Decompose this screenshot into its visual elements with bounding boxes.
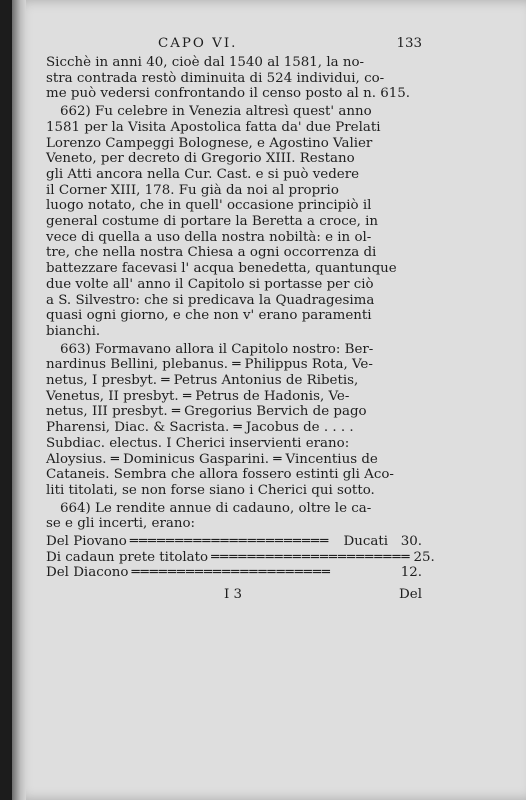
- income-ledger: [46, 534, 435, 581]
- text-line: Lorenzo Campeggi Bolognese, e Agostino Valier: [46, 135, 373, 151]
- text-line: se e gli incerti, erano:: [46, 516, 196, 532]
- page-footer: [46, 587, 422, 605]
- paragraph-663: [46, 342, 422, 499]
- text-line: Veneto, per decreto di Gregorio XIII. Restano: [46, 151, 355, 167]
- ledger-amount: 12.: [400, 565, 422, 581]
- ledger-amount: 30.: [400, 534, 422, 550]
- ledger-amount: 25.: [413, 549, 435, 565]
- text-line: vece di quella a uso della nostra nobiltà: e in ol-: [46, 229, 372, 245]
- text-line: Sicchè in anni 40, cioè dal 1540 al 1581, la no-: [46, 55, 365, 70]
- text-line: Aloysius. ═ Dominicus Gasparini. ═ Vincentius de: [46, 451, 378, 467]
- text-line: 1581 per la Visita Apostolica fatta da' due Prelati: [46, 119, 381, 135]
- text-line: tre, che nella nostra Chiesa a ogni occorrenza di: [46, 245, 377, 261]
- text-line: due volte all' anno il Capitolo si portasse per ciò: [46, 276, 374, 292]
- text-line: liti titolati, se non forse siano i Cherici qui sotto.: [46, 482, 375, 498]
- paragraph-664: [46, 501, 422, 532]
- page-text: [46, 36, 435, 605]
- text-line: luogo notato, che in quell' occasione principiò il: [46, 198, 372, 214]
- paragraph-662: [46, 104, 422, 340]
- text-line: stra contrada restò diminuita di 524 individui, co-: [46, 70, 385, 86]
- page-gutter: [12, 0, 26, 800]
- ledger-leader: ══════════════════════: [131, 565, 331, 581]
- signature-mark: I 3: [224, 587, 243, 603]
- text-line: 664) Le rendite annue di cadauno, oltre le ca-: [60, 500, 372, 516]
- ledger-label: Del Diacono: [46, 565, 129, 581]
- text-line: Cataneis. Sembra che allora fossero estinti gli Aco-: [46, 467, 394, 483]
- page-number: 133: [396, 36, 422, 51]
- text-line: netus, I presbyt. ═ Petrus Antonius de Ribetis,: [46, 373, 359, 389]
- text-line: Pharensi, Diac. & Sacrista. ═ Jacobus de . . . .: [46, 420, 354, 436]
- ledger-label: Del Piovano: [46, 534, 127, 550]
- text-line: a S. Silvestro: che si predicava la Quadragesima: [46, 292, 375, 308]
- text-line: 662) Fu celebre in Venezia altresì quest' anno: [60, 104, 372, 120]
- ledger-leader: ══════════════════════: [211, 549, 411, 565]
- text-line: nardinus Bellini, plebanus. ═ Philippus Rota, Ve-: [46, 357, 373, 373]
- ledger-unit: Ducati: [343, 534, 388, 550]
- book-page: [12, 0, 526, 800]
- text-line: quasi ogni giorno, e che non v' erano paramenti: [46, 308, 372, 324]
- ledger-label: Di cadaun prete titolato: [46, 549, 209, 565]
- catchword: Del: [399, 587, 422, 603]
- paragraph-0: [46, 55, 422, 102]
- text-line: general costume di portare la Beretta a croce, in: [46, 214, 379, 230]
- text-line: il Corner XIII, 178. Fu già da noi al proprio: [46, 182, 339, 198]
- text-line: Venetus, II presbyt. ═ Petrus de Hadonis, Ve-: [46, 388, 350, 404]
- text-line: 663) Formavano allora il Capitolo nostro: Ber-: [60, 341, 374, 357]
- text-line: me può vedersi confrontando il censo posto al n. 615.: [46, 86, 411, 102]
- page-header: [46, 36, 422, 54]
- text-line: netus, III presbyt. ═ Gregorius Bervich de pago: [46, 404, 367, 420]
- text-line: Subdiac. electus. I Cherici inservienti erano:: [46, 435, 350, 451]
- text-line: bianchi.: [46, 323, 101, 339]
- text-line: battezzare facevasi l' acqua benedetta, quantunque: [46, 261, 397, 277]
- text-line: gli Atti ancora nella Cur. Cast. e si può vedere: [46, 166, 360, 182]
- ledger-row: [46, 549, 435, 566]
- ledger-leader: ══════════════════════: [129, 534, 330, 550]
- ledger-row: [46, 565, 422, 581]
- running-head: CAPO VI.: [158, 36, 238, 51]
- ledger-row: [46, 534, 422, 550]
